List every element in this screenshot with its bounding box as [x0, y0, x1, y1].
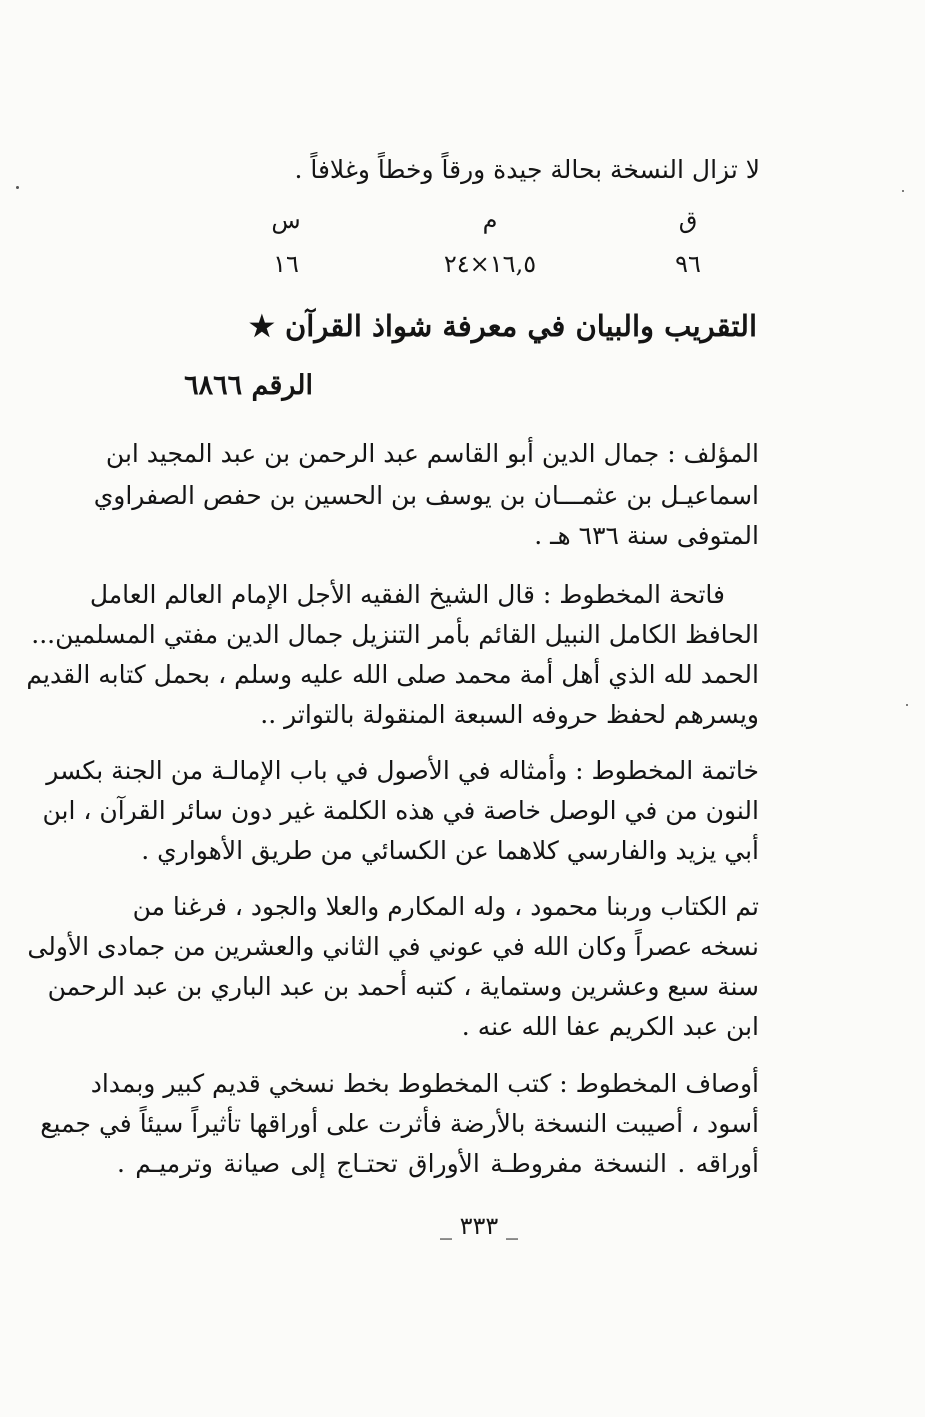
- manuscript-number: الرقم ٦٨٦٦: [184, 370, 313, 401]
- table-header-lines: س: [271, 206, 301, 234]
- colophon-line: ابن عبد الكريم عفا الله عنه .: [461, 1012, 759, 1041]
- manuscript-title: التقريب والبيان في معرفة شواذ القرآن ★: [248, 309, 757, 343]
- intro-line: لا تزال النسخة بحالة جيدة ورقاً وخطاً وغلافاً .: [294, 155, 760, 184]
- table-value-size: ١٦,٥×٢٤: [443, 250, 537, 278]
- opening-line: الحمد لله الذي أهل أمة محمد صلى الله عليه وسلم ، بحمل كتابه القديم: [26, 660, 759, 689]
- colophon-line: سنة سبع وعشرين وستماية ، كتبه أحمد بن عبد الباري بن عبد الرحمن: [47, 972, 759, 1001]
- table-header-pages: ق: [678, 206, 698, 234]
- ending-line: أبي يزيد والفارسي كلاهما عن الكسائي من طريق الأهواري .: [141, 836, 759, 865]
- table-value-lines: ١٦: [273, 250, 299, 278]
- author-line: المؤلف : جمال الدين أبو القاسم عبد الرحمن بن عبد المجيد ابن: [105, 439, 759, 468]
- scan-speck: [902, 190, 904, 192]
- description-line: أوصاف المخطوط : كتب المخطوط بخط نسخي قديم كبير وبمداد: [90, 1069, 759, 1098]
- ending-line: خاتمة المخطوط : وأمثاله في الأصول في باب الإمالـة من الجنة بكسر: [46, 756, 759, 785]
- scan-speck: [906, 704, 908, 706]
- scan-speck: [16, 186, 19, 189]
- page-number: _ ٣٣٣ _: [440, 1212, 518, 1240]
- opening-line: فاتحة المخطوط : قال الشيخ الفقيه الأجل الإمام العالم العامل: [89, 580, 725, 609]
- author-line: اسماعيـل بن عثمـــان بن يوسف بن الحسين بن حفص الصفراوي: [93, 481, 759, 510]
- colophon-line: تم الكتاب وربنا محمود ، وله المكارم والعلا والجود ، فرغنا من: [132, 892, 759, 921]
- colophon-line: نسخه عصراً وكان الله في عوني في الثاني والعشرين من جمادى الأولى: [27, 932, 759, 961]
- description-line: أوراقه . النسخة مفروطـة الأوراق تحتـاج إلى صيانة وترميـم .: [117, 1149, 759, 1178]
- ending-line: النون من في الوصل خاصة في هذه الكلمة غير دون سائر القرآن ، ابن: [42, 796, 759, 825]
- table-value-pages: ٩٦: [675, 250, 701, 278]
- table-header-size: م: [482, 206, 498, 234]
- author-line: المتوفى سنة ٦٣٦ هـ .: [534, 521, 759, 550]
- description-line: أسود ، أصيبت النسخة بالأرضة فأثرت على أوراقها تأثيراً سيئاً في جميع: [40, 1109, 759, 1138]
- opening-line: الحافظ الكامل النبيل القائم بأمر التنزيل جمال الدين مفتي المسلمين...: [31, 620, 759, 649]
- opening-line: ويسرهم لحفظ حروفه السبعة المنقولة بالتواتر ..: [260, 700, 759, 729]
